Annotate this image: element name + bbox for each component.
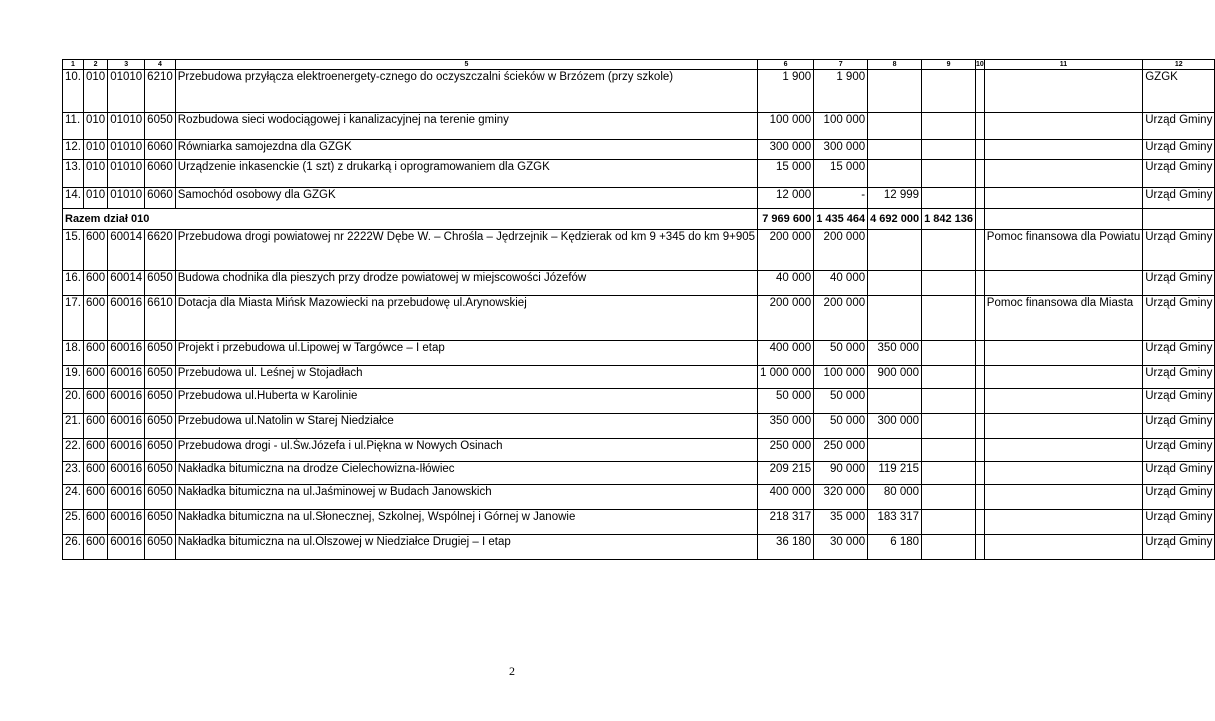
cell-c6: 200 000 [758,230,814,271]
cell-dzial: 600 [84,389,108,414]
cell-dzial: 600 [84,510,108,535]
cell-dzial: 600 [84,366,108,389]
table-row [63,462,1215,485]
cell-c6: 250 000 [758,439,814,462]
cell-c10 [976,140,985,160]
cell-lp: 11. [63,113,84,140]
cell-c6: 350 000 [758,414,814,439]
cell-c7: 30 000 [814,535,868,560]
section-total-label: Razem dział 010 [63,209,758,230]
cell-nazwa: Nakładka bitumiczna na ul.Jaśminowej w Budach Janowskich [175,485,757,510]
cell-c11 [984,140,1142,160]
table-row [63,160,1215,188]
cell-nazwa: Przebudowa drogi powiatowej nr 2222W Dębe W. – Chrośla – Jędrzejnik – Kędzierak od km 9 +345 do km 9+905 [175,230,757,271]
cell-lp: 15. [63,230,84,271]
cell-c8: 80 000 [868,485,922,510]
cell-par: 6050 [145,341,176,366]
cell-nazwa: Dotacja dla Miasta Mińsk Mazowiecki na przebudowę ul.Arynowskiej [175,296,757,341]
header-cell: 11 [984,60,1142,70]
cell-nazwa: Przebudowa przyłącza elektroenergety-cznego do oczyszczalni ścieków w Brzózem (przy szkole) [175,70,757,113]
page-number: 2 [509,664,515,678]
cell-rozdzial: 60016 [108,414,145,439]
cell-lp: 18. [63,341,84,366]
cell-nazwa: Przebudowa ul.Natolin w Starej Niedziałce [175,414,757,439]
cell-c11 [984,414,1142,439]
table-row [63,70,1215,113]
cell-par: 6050 [145,485,176,510]
cell-c12: Urząd Gminy [1143,230,1215,271]
cell-lp: 21. [63,414,84,439]
header-cell: 1 [63,60,84,70]
table-row [63,510,1215,535]
cell-lp: 25. [63,510,84,535]
cell-c10 [976,485,985,510]
header-cell: 2 [84,60,108,70]
cell-c6: 100 000 [758,113,814,140]
header-cell: 9 [922,60,976,70]
cell-c6: 209 215 [758,462,814,485]
cell-c8 [868,113,922,140]
cell-c12: Urząd Gminy [1143,389,1215,414]
cell-rozdzial: 60016 [108,389,145,414]
cell-dzial: 600 [84,414,108,439]
cell-c11: Pomoc finansowa dla Miasta [984,296,1142,341]
cell-c10 [976,70,985,113]
cell-c7: 50 000 [814,414,868,439]
cell-c9 [922,510,976,535]
cell-dzial: 010 [84,188,108,209]
cell-par: 6050 [145,535,176,560]
cell-c7: 250 000 [814,439,868,462]
cell-lp: 20. [63,389,84,414]
cell-c7: 100 000 [814,113,868,140]
cell-c6: 40 000 [758,271,814,296]
cell-c12: Urząd Gminy [1143,414,1215,439]
cell-rozdzial: 60014 [108,271,145,296]
cell-c12: Urząd Gminy [1143,113,1215,140]
cell-dzial: 600 [84,439,108,462]
cell-c7: 50 000 [814,341,868,366]
cell-c8: 183 317 [868,510,922,535]
cell-dzial: 010 [84,140,108,160]
cell-c8: 350 000 [868,341,922,366]
cell-c7: 320 000 [814,485,868,510]
section-total-row [63,209,1215,230]
cell-rozdzial: 60014 [108,230,145,271]
cell-c9 [922,366,976,389]
cell-c10 [976,296,985,341]
cell-par: 6050 [145,366,176,389]
cell-c12: Urząd Gminy [1143,439,1215,462]
cell-c8: 300 000 [868,414,922,439]
cell-lp: 10. [63,70,84,113]
cell-nazwa: Równiarka samojezdna dla GZGK [175,140,757,160]
cell-nazwa: Przebudowa ul.Huberta w Karolinie [175,389,757,414]
cell-c6: 36 180 [758,535,814,560]
cell-c12: Urząd Gminy [1143,341,1215,366]
cell-c7: 300 000 [814,140,868,160]
cell-c12: Urząd Gminy [1143,140,1215,160]
cell-par: 6050 [145,271,176,296]
table-row [63,414,1215,439]
table-row [63,271,1215,296]
cell-c7: 200 000 [814,296,868,341]
cell-dzial: 010 [84,160,108,188]
table-row [63,366,1215,389]
header-cell: 4 [145,60,176,70]
cell-c12: Urząd Gminy [1143,535,1215,560]
cell-c10 [976,510,985,535]
cell-c10 [976,462,985,485]
cell-nazwa: Rozbudowa sieci wodociągowej i kanalizacyjnej na terenie gminy [175,113,757,140]
table-row [63,535,1215,560]
header-cell: 6 [758,60,814,70]
cell-par: 6050 [145,389,176,414]
cell-c6: 15 000 [758,160,814,188]
cell-rozdzial: 60016 [108,366,145,389]
cell-c10 [976,188,985,209]
cell-lp: 13. [63,160,84,188]
cell-dzial: 600 [84,271,108,296]
cell-c12: Urząd Gminy [1143,296,1215,341]
cell-nazwa: Nakładka bitumiczna na drodze Cielechowizna-Iłówiec [175,462,757,485]
cell-c7: 40 000 [814,271,868,296]
cell-c6: 50 000 [758,389,814,414]
cell-c12: Urząd Gminy [1143,485,1215,510]
total-col10 [976,209,985,230]
cell-c12: Urząd Gminy [1143,271,1215,296]
cell-c11 [984,341,1142,366]
cell-c11 [984,462,1142,485]
table-row [63,113,1215,140]
cell-dzial: 600 [84,230,108,271]
cell-dzial: 010 [84,113,108,140]
cell-c11 [984,366,1142,389]
cell-c11 [984,389,1142,414]
table-row [63,341,1215,366]
cell-c9 [922,535,976,560]
investment-table [62,59,1215,560]
cell-c8: 119 215 [868,462,922,485]
cell-c9 [922,70,976,113]
cell-c6: 300 000 [758,140,814,160]
cell-lp: 12. [63,140,84,160]
cell-c7: 1 900 [814,70,868,113]
cell-c6: 12 000 [758,188,814,209]
cell-rozdzial: 60016 [108,535,145,560]
cell-nazwa: Nakładka bitumiczna na ul.Słonecznej, Szkolnej, Wspólnej i Górnej w Janowie [175,510,757,535]
cell-c11 [984,188,1142,209]
cell-dzial: 600 [84,296,108,341]
cell-rozdzial: 01010 [108,70,145,113]
cell-c9 [922,414,976,439]
cell-c12: Urząd Gminy [1143,462,1215,485]
cell-c11 [984,271,1142,296]
cell-nazwa: Nakładka bitumiczna na ul.Olszowej w Niedziałce Drugiej – I etap [175,535,757,560]
cell-c8 [868,389,922,414]
cell-c8 [868,160,922,188]
cell-c7: 200 000 [814,230,868,271]
cell-c8 [868,439,922,462]
cell-dzial: 600 [84,535,108,560]
cell-c10 [976,389,985,414]
cell-c10 [976,160,985,188]
cell-par: 6050 [145,439,176,462]
cell-c10 [976,439,985,462]
table-row [63,188,1215,209]
cell-c11 [984,439,1142,462]
cell-c10 [976,341,985,366]
cell-c11 [984,160,1142,188]
header-cell: 7 [814,60,868,70]
cell-c10 [976,535,985,560]
cell-c7: 15 000 [814,160,868,188]
cell-c7: - [814,188,868,209]
cell-rozdzial: 60016 [108,462,145,485]
cell-rozdzial: 01010 [108,113,145,140]
total-col7: 1 435 464 [814,209,868,230]
cell-nazwa: Budowa chodnika dla pieszych przy drodze powiatowej w miejscowości Józefów [175,271,757,296]
column-number-header [63,60,1215,70]
cell-par: 6610 [145,296,176,341]
cell-dzial: 600 [84,462,108,485]
cell-c6: 218 317 [758,510,814,535]
cell-rozdzial: 01010 [108,188,145,209]
header-cell: 3 [108,60,145,70]
total-col9: 1 842 136 [922,209,976,230]
cell-nazwa: Projekt i przebudowa ul.Lipowej w Targówce – I etap [175,341,757,366]
cell-c11 [984,70,1142,113]
cell-rozdzial: 60016 [108,296,145,341]
table-row [63,296,1215,341]
cell-lp: 17. [63,296,84,341]
cell-c10 [976,113,985,140]
cell-nazwa: Przebudowa drogi - ul.Św.Józefa i ul.Piękna w Nowych Osinach [175,439,757,462]
cell-c7: 100 000 [814,366,868,389]
cell-c9 [922,113,976,140]
cell-par: 6210 [145,70,176,113]
cell-c10 [976,366,985,389]
cell-par: 6050 [145,462,176,485]
cell-c12: Urząd Gminy [1143,510,1215,535]
cell-lp: 16. [63,271,84,296]
cell-lp: 19. [63,366,84,389]
cell-par: 6050 [145,113,176,140]
cell-nazwa: Przebudowa ul. Leśnej w Stojadłach [175,366,757,389]
cell-c6: 1 900 [758,70,814,113]
cell-c7: 50 000 [814,389,868,414]
cell-c9 [922,160,976,188]
cell-nazwa: Samochód osobowy dla GZGK [175,188,757,209]
cell-c6: 1 000 000 [758,366,814,389]
cell-dzial: 600 [84,485,108,510]
cell-c7: 90 000 [814,462,868,485]
cell-lp: 14. [63,188,84,209]
cell-c10 [976,414,985,439]
cell-c10 [976,230,985,271]
cell-c9 [922,341,976,366]
cell-c6: 200 000 [758,296,814,341]
cell-nazwa: Urządzenie inkasenckie (1 szt) z drukarką i oprogramowaniem dla GZGK [175,160,757,188]
cell-c10 [976,271,985,296]
table-row [63,389,1215,414]
cell-c7: 35 000 [814,510,868,535]
cell-rozdzial: 01010 [108,140,145,160]
cell-c11: Pomoc finansowa dla Powiatu [984,230,1142,271]
cell-c9 [922,439,976,462]
cell-c8 [868,296,922,341]
cell-c8 [868,271,922,296]
cell-c9 [922,296,976,341]
cell-c12: Urząd Gminy [1143,366,1215,389]
cell-c6: 400 000 [758,341,814,366]
total-col6: 7 969 600 [758,209,814,230]
cell-lp: 23. [63,462,84,485]
cell-c9 [922,389,976,414]
cell-c9 [922,462,976,485]
header-cell: 8 [868,60,922,70]
cell-rozdzial: 60016 [108,485,145,510]
cell-c9 [922,188,976,209]
cell-dzial: 010 [84,70,108,113]
total-col8: 4 692 000 [868,209,922,230]
header-cell: 12 [1143,60,1215,70]
cell-par: 6060 [145,160,176,188]
cell-c8: 6 180 [868,535,922,560]
total-col12 [1143,209,1215,230]
cell-c9 [922,485,976,510]
total-col11 [984,209,1142,230]
cell-c11 [984,535,1142,560]
cell-c11 [984,113,1142,140]
cell-lp: 22. [63,439,84,462]
cell-c12: Urząd Gminy [1143,188,1215,209]
cell-rozdzial: 60016 [108,439,145,462]
cell-par: 6620 [145,230,176,271]
cell-c8 [868,140,922,160]
cell-c8 [868,70,922,113]
table-row [63,230,1215,271]
cell-par: 6050 [145,414,176,439]
cell-c9 [922,271,976,296]
table-row [63,485,1215,510]
cell-lp: 26. [63,535,84,560]
header-cell: 5 [175,60,757,70]
cell-rozdzial: 60016 [108,510,145,535]
cell-par: 6060 [145,188,176,209]
cell-c8: 900 000 [868,366,922,389]
cell-c6: 400 000 [758,485,814,510]
table-row [63,439,1215,462]
table-row [63,140,1215,160]
cell-c9 [922,140,976,160]
cell-c9 [922,230,976,271]
cell-dzial: 600 [84,341,108,366]
cell-par: 6060 [145,140,176,160]
cell-c8: 12 999 [868,188,922,209]
cell-c11 [984,510,1142,535]
cell-c12: Urząd Gminy [1143,160,1215,188]
cell-rozdzial: 60016 [108,341,145,366]
cell-c11 [984,485,1142,510]
cell-lp: 24. [63,485,84,510]
cell-par: 6050 [145,510,176,535]
header-cell: 10 [976,61,984,68]
cell-c12: GZGK [1143,70,1215,113]
cell-rozdzial: 01010 [108,160,145,188]
cell-c8 [868,230,922,271]
